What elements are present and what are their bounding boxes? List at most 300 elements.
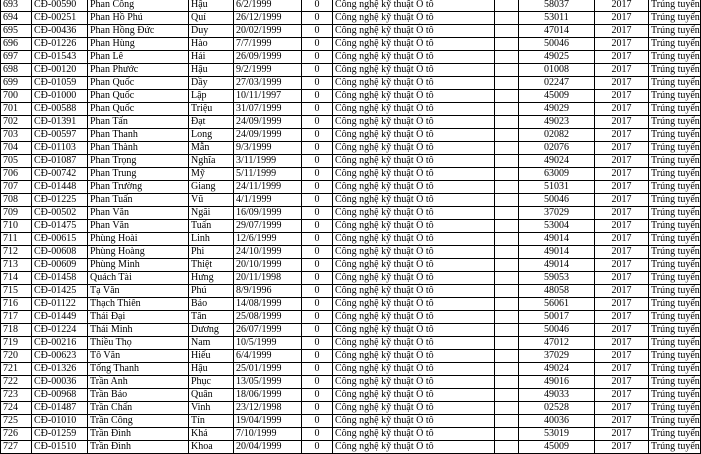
empty-cell — [495, 246, 519, 259]
applicant-code-cell: CĐ-00608 — [32, 246, 88, 259]
result-cell: Trúng tuyển — [649, 324, 701, 337]
table-row — [1, 142, 701, 155]
result-cell: Trúng tuyển — [649, 337, 701, 350]
school-code-cell: 56061 — [519, 298, 595, 311]
table-row — [1, 64, 701, 77]
result-cell: Trúng tuyển — [649, 168, 701, 181]
last-middle-name-cell: Tạ Văn — [88, 285, 189, 298]
applicant-code-cell: CĐ-00623 — [32, 350, 88, 363]
birth-date-cell: 7/7/1999 — [234, 38, 302, 51]
priority-cell: 0 — [302, 272, 333, 285]
row-number-cell: 710 — [1, 220, 32, 233]
result-cell: Trúng tuyển — [649, 376, 701, 389]
priority-cell: 0 — [302, 324, 333, 337]
first-name-cell: Khá — [189, 428, 234, 441]
table-row — [1, 0, 701, 12]
result-cell: Trúng tuyển — [649, 298, 701, 311]
major-cell: Công nghệ kỹ thuật Ô tô — [333, 324, 495, 337]
row-number-cell: 727 — [1, 441, 32, 454]
applicant-code-cell: CĐ-01225 — [32, 194, 88, 207]
last-middle-name-cell: Phan Công — [88, 0, 189, 12]
applicant-code-cell: CĐ-01487 — [32, 402, 88, 415]
school-code-cell: 49023 — [519, 116, 595, 129]
table-row — [1, 428, 701, 441]
major-cell: Công nghệ kỹ thuật Ô tô — [333, 441, 495, 454]
priority-cell: 0 — [302, 142, 333, 155]
table-row — [1, 12, 701, 25]
year-cell: 2017 — [595, 116, 649, 129]
priority-cell: 0 — [302, 0, 333, 12]
year-cell: 2017 — [595, 220, 649, 233]
year-cell: 2017 — [595, 142, 649, 155]
priority-cell: 0 — [302, 25, 333, 38]
school-code-cell: 49033 — [519, 389, 595, 402]
first-name-cell: Thiệt — [189, 259, 234, 272]
last-middle-name-cell: Phan Thành — [88, 142, 189, 155]
last-middle-name-cell: Phan Trọng — [88, 155, 189, 168]
major-cell: Công nghệ kỹ thuật Ô tô — [333, 0, 495, 12]
birth-date-cell: 9/2/1999 — [234, 64, 302, 77]
priority-cell: 0 — [302, 415, 333, 428]
major-cell: Công nghệ kỹ thuật Ô tô — [333, 116, 495, 129]
school-code-cell: 50046 — [519, 38, 595, 51]
priority-cell: 0 — [302, 259, 333, 272]
major-cell: Công nghệ kỹ thuật Ô tô — [333, 415, 495, 428]
empty-cell — [495, 0, 519, 12]
table-row — [1, 389, 701, 402]
row-number-cell: 695 — [1, 25, 32, 38]
major-cell: Công nghệ kỹ thuật Ô tô — [333, 311, 495, 324]
year-cell: 2017 — [595, 38, 649, 51]
year-cell: 2017 — [595, 441, 649, 454]
applicant-code-cell: CĐ-01226 — [32, 38, 88, 51]
applicant-code-cell: CĐ-01510 — [32, 441, 88, 454]
table-row — [1, 441, 701, 454]
table-row — [1, 272, 701, 285]
birth-date-cell: 20/04/1999 — [234, 441, 302, 454]
first-name-cell: Triệu — [189, 103, 234, 116]
empty-cell — [495, 376, 519, 389]
major-cell: Công nghệ kỹ thuật Ô tô — [333, 51, 495, 64]
first-name-cell: Dầy — [189, 77, 234, 90]
first-name-cell: Lập — [189, 90, 234, 103]
last-middle-name-cell: Phan Văn — [88, 220, 189, 233]
school-code-cell: 49014 — [519, 233, 595, 246]
table-row — [1, 376, 701, 389]
applicant-code-cell: CĐ-01000 — [32, 90, 88, 103]
row-number-cell: 720 — [1, 350, 32, 363]
applicant-code-cell: CĐ-00609 — [32, 259, 88, 272]
major-cell: Công nghệ kỹ thuật Ô tô — [333, 389, 495, 402]
school-code-cell: 63009 — [519, 168, 595, 181]
table-row — [1, 285, 701, 298]
table-row — [1, 38, 701, 51]
last-middle-name-cell: Trần Công — [88, 415, 189, 428]
applicant-code-cell: CĐ-00436 — [32, 25, 88, 38]
table-row — [1, 116, 701, 129]
applicant-code-cell: CĐ-00597 — [32, 129, 88, 142]
table-row — [1, 363, 701, 376]
applicant-code-cell: CĐ-01103 — [32, 142, 88, 155]
first-name-cell: Duy — [189, 25, 234, 38]
result-cell: Trúng tuyển — [649, 155, 701, 168]
row-number-cell: 698 — [1, 64, 32, 77]
school-code-cell: 40036 — [519, 415, 595, 428]
applicant-code-cell: CĐ-00742 — [32, 168, 88, 181]
last-middle-name-cell: Trần Đình — [88, 441, 189, 454]
last-middle-name-cell: Phan Quốc — [88, 103, 189, 116]
birth-date-cell: 6/2/1999 — [234, 0, 302, 12]
row-number-cell: 706 — [1, 168, 32, 181]
first-name-cell: Hậu — [189, 363, 234, 376]
school-code-cell: 50046 — [519, 194, 595, 207]
result-cell: Trúng tuyển — [649, 285, 701, 298]
birth-date-cell: 6/4/1999 — [234, 350, 302, 363]
birth-date-cell: 13/05/1999 — [234, 376, 302, 389]
birth-date-cell: 20/02/1999 — [234, 25, 302, 38]
first-name-cell: Nam — [189, 337, 234, 350]
result-cell: Trúng tuyển — [649, 194, 701, 207]
row-number-cell: 711 — [1, 233, 32, 246]
year-cell: 2017 — [595, 77, 649, 90]
priority-cell: 0 — [302, 376, 333, 389]
last-middle-name-cell: Phùng Hoài — [88, 233, 189, 246]
row-number-cell: 699 — [1, 77, 32, 90]
last-middle-name-cell: Phan Thanh — [88, 129, 189, 142]
last-middle-name-cell: Quách Tài — [88, 272, 189, 285]
empty-cell — [495, 51, 519, 64]
last-middle-name-cell: Phan Hùng — [88, 38, 189, 51]
year-cell: 2017 — [595, 207, 649, 220]
applicant-code-cell: CĐ-01458 — [32, 272, 88, 285]
table-row — [1, 298, 701, 311]
result-cell: Trúng tuyển — [649, 441, 701, 454]
major-cell: Công nghệ kỹ thuật Ô tô — [333, 129, 495, 142]
row-number-cell: 725 — [1, 415, 32, 428]
year-cell: 2017 — [595, 25, 649, 38]
last-middle-name-cell: Thạch Thiên — [88, 298, 189, 311]
empty-cell — [495, 168, 519, 181]
priority-cell: 0 — [302, 103, 333, 116]
school-code-cell: 01008 — [519, 64, 595, 77]
school-code-cell: 37029 — [519, 207, 595, 220]
birth-date-cell: 16/09/1999 — [234, 207, 302, 220]
year-cell: 2017 — [595, 246, 649, 259]
empty-cell — [495, 441, 519, 454]
birth-date-cell: 26/12/1999 — [234, 12, 302, 25]
birth-date-cell: 23/12/1998 — [234, 402, 302, 415]
first-name-cell: Giang — [189, 181, 234, 194]
priority-cell: 0 — [302, 90, 333, 103]
row-number-cell: 718 — [1, 324, 32, 337]
birth-date-cell: 26/09/1999 — [234, 51, 302, 64]
row-number-cell: 721 — [1, 363, 32, 376]
last-middle-name-cell: Phan Trường — [88, 181, 189, 194]
first-name-cell: Mỹ — [189, 168, 234, 181]
year-cell: 2017 — [595, 376, 649, 389]
empty-cell — [495, 363, 519, 376]
result-cell: Trúng tuyển — [649, 129, 701, 142]
school-code-cell: 53011 — [519, 12, 595, 25]
applicant-code-cell: CĐ-00590 — [32, 0, 88, 12]
year-cell: 2017 — [595, 298, 649, 311]
school-code-cell: 59053 — [519, 272, 595, 285]
priority-cell: 0 — [302, 246, 333, 259]
school-code-cell: 47014 — [519, 25, 595, 38]
result-cell: Trúng tuyển — [649, 415, 701, 428]
last-middle-name-cell: Thái Đại — [88, 311, 189, 324]
first-name-cell: Tín — [189, 415, 234, 428]
applicant-code-cell: CĐ-01326 — [32, 363, 88, 376]
table-row — [1, 311, 701, 324]
year-cell: 2017 — [595, 350, 649, 363]
result-cell: Trúng tuyển — [649, 207, 701, 220]
major-cell: Công nghệ kỹ thuật Ô tô — [333, 64, 495, 77]
school-code-cell: 49014 — [519, 246, 595, 259]
empty-cell — [495, 181, 519, 194]
result-cell: Trúng tuyển — [649, 181, 701, 194]
birth-date-cell: 9/3/1999 — [234, 142, 302, 155]
birth-date-cell: 3/11/1999 — [234, 155, 302, 168]
school-code-cell: 02082 — [519, 129, 595, 142]
year-cell: 2017 — [595, 0, 649, 12]
first-name-cell: Quí — [189, 12, 234, 25]
first-name-cell: Đạt — [189, 116, 234, 129]
applicant-code-cell: CĐ-01449 — [32, 311, 88, 324]
major-cell: Công nghệ kỹ thuật Ô tô — [333, 77, 495, 90]
row-number-cell: 713 — [1, 259, 32, 272]
last-middle-name-cell: Trần Anh — [88, 376, 189, 389]
major-cell: Công nghệ kỹ thuật Ô tô — [333, 168, 495, 181]
applicant-code-cell: CĐ-01224 — [32, 324, 88, 337]
first-name-cell: Ngãi — [189, 207, 234, 220]
year-cell: 2017 — [595, 103, 649, 116]
table-row — [1, 77, 701, 90]
row-number-cell: 714 — [1, 272, 32, 285]
table-row — [1, 207, 701, 220]
row-number-cell: 723 — [1, 389, 32, 402]
school-code-cell: 49024 — [519, 363, 595, 376]
school-code-cell: 45009 — [519, 90, 595, 103]
result-cell: Trúng tuyển — [649, 12, 701, 25]
row-number-cell: 719 — [1, 337, 32, 350]
last-middle-name-cell: Phan Trung — [88, 168, 189, 181]
empty-cell — [495, 207, 519, 220]
result-cell: Trúng tuyển — [649, 233, 701, 246]
first-name-cell: Long — [189, 129, 234, 142]
year-cell: 2017 — [595, 181, 649, 194]
result-cell: Trúng tuyển — [649, 402, 701, 415]
year-cell: 2017 — [595, 194, 649, 207]
birth-date-cell: 24/11/1999 — [234, 181, 302, 194]
major-cell: Công nghệ kỹ thuật Ô tô — [333, 363, 495, 376]
birth-date-cell: 4/1/1999 — [234, 194, 302, 207]
empty-cell — [495, 428, 519, 441]
year-cell: 2017 — [595, 428, 649, 441]
school-code-cell: 50017 — [519, 311, 595, 324]
empty-cell — [495, 311, 519, 324]
birth-date-cell: 25/08/1999 — [234, 311, 302, 324]
first-name-cell: Bảo — [189, 298, 234, 311]
empty-cell — [495, 90, 519, 103]
applicant-code-cell: CĐ-00216 — [32, 337, 88, 350]
year-cell: 2017 — [595, 402, 649, 415]
first-name-cell: Hải — [189, 51, 234, 64]
year-cell: 2017 — [595, 168, 649, 181]
result-cell: Trúng tuyển — [649, 38, 701, 51]
empty-cell — [495, 402, 519, 415]
last-middle-name-cell: Phan Tấn — [88, 116, 189, 129]
major-cell: Công nghệ kỹ thuật Ô tô — [333, 142, 495, 155]
table-row — [1, 350, 701, 363]
school-code-cell: 49016 — [519, 376, 595, 389]
year-cell: 2017 — [595, 415, 649, 428]
last-middle-name-cell: Phùng Hoàng — [88, 246, 189, 259]
result-cell: Trúng tuyển — [649, 103, 701, 116]
first-name-cell: Vinh — [189, 402, 234, 415]
row-number-cell: 697 — [1, 51, 32, 64]
priority-cell: 0 — [302, 428, 333, 441]
result-cell: Trúng tuyển — [649, 142, 701, 155]
first-name-cell: Khoa — [189, 441, 234, 454]
school-code-cell: 49025 — [519, 51, 595, 64]
empty-cell — [495, 259, 519, 272]
priority-cell: 0 — [302, 402, 333, 415]
row-number-cell: 717 — [1, 311, 32, 324]
school-code-cell: 02076 — [519, 142, 595, 155]
year-cell: 2017 — [595, 64, 649, 77]
last-middle-name-cell: Phan Văn — [88, 207, 189, 220]
first-name-cell: Dương — [189, 324, 234, 337]
year-cell: 2017 — [595, 155, 649, 168]
empty-cell — [495, 324, 519, 337]
major-cell: Công nghệ kỹ thuật Ô tô — [333, 259, 495, 272]
empty-cell — [495, 103, 519, 116]
year-cell: 2017 — [595, 363, 649, 376]
school-code-cell: 45009 — [519, 441, 595, 454]
birth-date-cell: 20/11/1998 — [234, 272, 302, 285]
result-cell: Trúng tuyển — [649, 428, 701, 441]
result-cell: Trúng tuyển — [649, 220, 701, 233]
year-cell: 2017 — [595, 389, 649, 402]
first-name-cell: Hậu — [189, 0, 234, 12]
empty-cell — [495, 12, 519, 25]
first-name-cell: Hậu — [189, 64, 234, 77]
last-middle-name-cell: Trần Chấn — [88, 402, 189, 415]
table-row — [1, 415, 701, 428]
row-number-cell: 726 — [1, 428, 32, 441]
table-row — [1, 181, 701, 194]
result-cell: Trúng tuyển — [649, 350, 701, 363]
empty-cell — [495, 337, 519, 350]
result-cell: Trúng tuyển — [649, 272, 701, 285]
empty-cell — [495, 194, 519, 207]
first-name-cell: Hưng — [189, 272, 234, 285]
year-cell: 2017 — [595, 324, 649, 337]
school-code-cell: 49014 — [519, 259, 595, 272]
empty-cell — [495, 25, 519, 38]
school-code-cell: 47012 — [519, 337, 595, 350]
major-cell: Công nghệ kỹ thuật Ô tô — [333, 103, 495, 116]
table-row — [1, 103, 701, 116]
row-number-cell: 705 — [1, 155, 32, 168]
priority-cell: 0 — [302, 181, 333, 194]
major-cell: Công nghệ kỹ thuật Ô tô — [333, 376, 495, 389]
empty-cell — [495, 64, 519, 77]
applicant-code-cell: CĐ-00615 — [32, 233, 88, 246]
applicant-code-cell: CĐ-01087 — [32, 155, 88, 168]
row-number-cell: 704 — [1, 142, 32, 155]
first-name-cell: Phục — [189, 376, 234, 389]
major-cell: Công nghệ kỹ thuật Ô tô — [333, 90, 495, 103]
major-cell: Công nghệ kỹ thuật Ô tô — [333, 246, 495, 259]
major-cell: Công nghệ kỹ thuật Ô tô — [333, 350, 495, 363]
table-row — [1, 337, 701, 350]
applicant-code-cell: CĐ-01122 — [32, 298, 88, 311]
table-row — [1, 25, 701, 38]
major-cell: Công nghệ kỹ thuật Ô tô — [333, 194, 495, 207]
school-code-cell: 48058 — [519, 285, 595, 298]
row-number-cell: 709 — [1, 207, 32, 220]
applicant-code-cell: CĐ-00120 — [32, 64, 88, 77]
result-cell: Trúng tuyển — [649, 0, 701, 12]
priority-cell: 0 — [302, 64, 333, 77]
priority-cell: 0 — [302, 155, 333, 168]
table-row — [1, 168, 701, 181]
row-number-cell: 724 — [1, 402, 32, 415]
last-middle-name-cell: Phùng Minh — [88, 259, 189, 272]
applicant-code-cell: CĐ-01059 — [32, 77, 88, 90]
year-cell: 2017 — [595, 12, 649, 25]
last-middle-name-cell: Trần Đình — [88, 428, 189, 441]
result-cell: Trúng tuyển — [649, 25, 701, 38]
last-middle-name-cell: Phan Hồng Đức — [88, 25, 189, 38]
applicant-code-cell: CĐ-01425 — [32, 285, 88, 298]
major-cell: Công nghệ kỹ thuật Ô tô — [333, 220, 495, 233]
birth-date-cell: 24/09/1999 — [234, 129, 302, 142]
row-number-cell: 693 — [1, 0, 32, 12]
major-cell: Công nghệ kỹ thuật Ô tô — [333, 285, 495, 298]
applicant-code-cell: CĐ-00251 — [32, 12, 88, 25]
first-name-cell: Phú — [189, 285, 234, 298]
applicant-code-cell: CĐ-01475 — [32, 220, 88, 233]
priority-cell: 0 — [302, 441, 333, 454]
result-cell: Trúng tuyển — [649, 363, 701, 376]
result-cell: Trúng tuyển — [649, 51, 701, 64]
first-name-cell: Hào — [189, 38, 234, 51]
priority-cell: 0 — [302, 350, 333, 363]
table-row — [1, 246, 701, 259]
row-number-cell: 696 — [1, 38, 32, 51]
school-code-cell: 50046 — [519, 324, 595, 337]
row-number-cell: 712 — [1, 246, 32, 259]
birth-date-cell: 10/5/1999 — [234, 337, 302, 350]
priority-cell: 0 — [302, 233, 333, 246]
empty-cell — [495, 389, 519, 402]
birth-date-cell: 5/11/1999 — [234, 168, 302, 181]
priority-cell: 0 — [302, 77, 333, 90]
result-cell: Trúng tuyển — [649, 116, 701, 129]
result-cell: Trúng tuyển — [649, 389, 701, 402]
school-code-cell: 49029 — [519, 103, 595, 116]
applicant-code-cell: CĐ-01448 — [32, 181, 88, 194]
year-cell: 2017 — [595, 233, 649, 246]
row-number-cell: 703 — [1, 129, 32, 142]
priority-cell: 0 — [302, 116, 333, 129]
table-row — [1, 194, 701, 207]
last-middle-name-cell: Tống Thanh — [88, 363, 189, 376]
applicant-code-cell: CĐ-00036 — [32, 376, 88, 389]
